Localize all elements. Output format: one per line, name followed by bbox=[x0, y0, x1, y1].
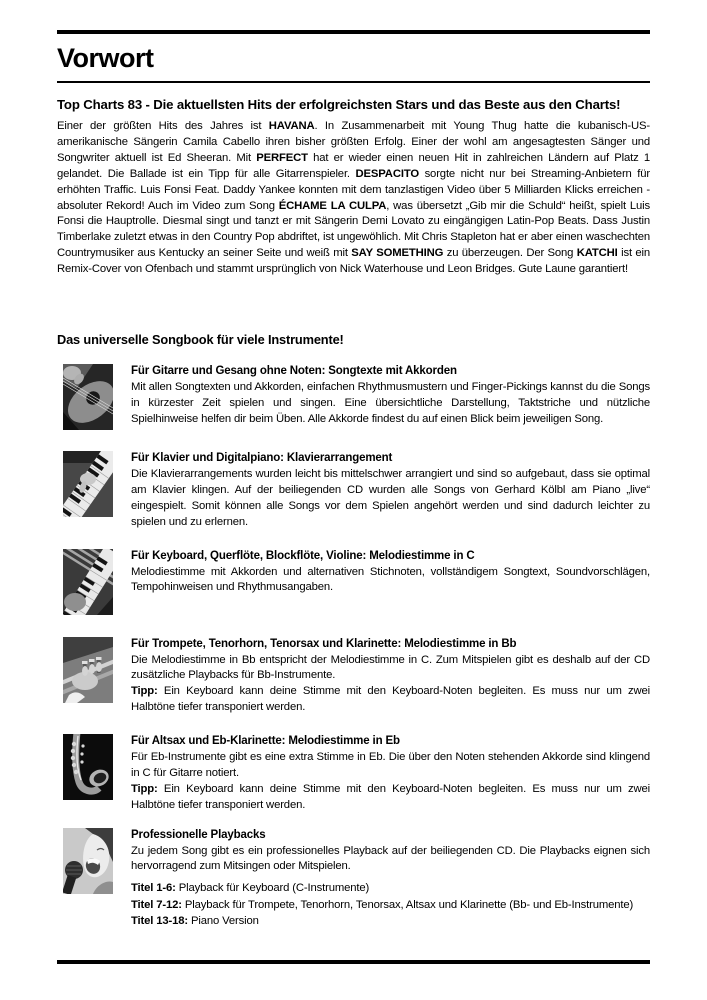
section-heading: Für Gitarre und Gesang ohne Noten: Songtexte mit Akkorden bbox=[131, 365, 457, 378]
text-run: ist ein Remix-Cover von Ofenbach und stammt ursprünglich von Nick Waterhouse und Leon Bridges. Gute Laune garantiert! bbox=[57, 247, 650, 276]
songbook-heading: Das universelle Songbook für viele Instrumente! bbox=[57, 332, 344, 348]
text-run: Zu jedem Song gibt es ein professionelles Playback auf der beiliegenden CD. Die Playbacks eignen sich hervorragend zum Mitsingen oder Mitspielen. bbox=[131, 844, 650, 873]
guitar-photo bbox=[63, 364, 113, 430]
section-body bbox=[131, 750, 650, 814]
track-range-line: Titel 13-18: Piano Version bbox=[131, 914, 259, 927]
saxophone-photo bbox=[63, 734, 113, 800]
section-text bbox=[131, 451, 650, 531]
instrument-section bbox=[57, 364, 650, 430]
section-paragraph bbox=[131, 844, 650, 876]
section-text bbox=[131, 364, 650, 428]
section-photo-frame bbox=[63, 549, 113, 615]
bold-text-run: Tipp: bbox=[131, 782, 158, 795]
track-range-label: Titel 1-6: bbox=[131, 882, 176, 895]
text-run: Die Melodiestimme in Bb entspricht der Melodiestimme in C. Zum Mitspielen gibt es deshalb auf der CD zusätzliche Playbacks für Bb-Instrumente. bbox=[131, 653, 650, 682]
trumpet-photo bbox=[63, 637, 113, 703]
text-run: Melodiestimme mit Akkorden und alternativen Stichnoten, vollständigem Songtext, Soundvorschlägen, Tempohinweisen und Rhythmusangaben. bbox=[131, 565, 650, 594]
bold-text-run: KATCHI bbox=[576, 247, 618, 260]
text-run: Einer der größten Hits des Jahres ist bbox=[57, 120, 269, 132]
bold-text-run: HAVANA bbox=[268, 120, 315, 132]
section-text bbox=[131, 549, 650, 597]
text-run: , was übersetzt „Gib mir die Schuld“ heißt, spielt Luis Fonsi die Hauptrolle. Diesmal singt und tanzt er mit Sängerin Demi Lovato zu eingängigen Latin-Pop Beats. Dass Justin Timberlake zuletzt etwas in den Country Pop abdriftet, ist ungewöhlich. Mit Chris Stapleton hat er aber einen waschechten Countrymusiker aus Kentucky an seiner Seite und weiß mit bbox=[57, 199, 650, 260]
section-photo-frame bbox=[63, 828, 113, 894]
instrument-section bbox=[57, 549, 650, 615]
track-range-label: Titel 13-18: bbox=[131, 914, 189, 927]
section-paragraph bbox=[131, 782, 650, 814]
text-run: Ein Keyboard kann deine Stimme mit den Keyboard-Noten begleiten. Es muss nur um zwei Halbtöne tiefer transponiert werden. bbox=[131, 685, 650, 714]
intro-heading: Top Charts 83 - Die aktuellsten Hits der erfolgreichsten Stars und das Beste aus den Charts! bbox=[57, 97, 621, 112]
text-run: zu überzeugen. Der Song bbox=[443, 247, 577, 260]
section-heading: Für Trompete, Tenorhorn, Tenorsax und Klarinette: Melodiestimme in Bb bbox=[131, 637, 517, 650]
section-photo-frame bbox=[63, 734, 113, 800]
instrument-section bbox=[57, 637, 650, 717]
track-range-line: Titel 7-12: Playback für Trompete, Tenorhorn, Tenorsax, Altsax und Klarinette (Bb- und Eb-Instrumente) bbox=[131, 898, 634, 911]
section-paragraph bbox=[131, 467, 650, 531]
keyboard-photo bbox=[63, 549, 113, 615]
instrument-section bbox=[57, 734, 650, 814]
section-heading: Für Keyboard, Querflöte, Blockflöte, Violine: Melodiestimme in C bbox=[131, 549, 475, 562]
section-photo-frame bbox=[63, 451, 113, 517]
text-run: Ein Keyboard kann deine Stimme mit den Keyboard-Noten begleiten. Es muss nur um zwei Halbtöne tiefer transponiert werden. bbox=[131, 782, 650, 811]
track-range-label: Titel 7-12: bbox=[131, 898, 182, 911]
section-paragraph bbox=[131, 653, 650, 685]
text-run: . In Zusammenarbeit mit Young Thug hatte die kubanisch-US-amerikanische Sängerin Camila Cabello ihren bisher größten Erfolg. Einer der wohl am angesagtesten Sänger und Songwriter aktuell ist Ed Sheeran. Mit bbox=[57, 120, 651, 164]
bold-text-run: SAY SOMETHING bbox=[351, 247, 444, 260]
section-paragraph bbox=[131, 750, 650, 782]
section-body bbox=[131, 380, 650, 428]
text-run: Mit allen Songtexten und Akkorden, einfachen Rhythmusmustern und Finger-Pickings kannst du die Songs in kürzester Zeit spielen und singen. Eine übersichtliche Darstellung, Taktstriche und nützliche Spielhinweise helfen dir beim Üben. Alle Akkorde findest du auf einen Blick beim jeweiligen Song. bbox=[131, 380, 650, 425]
section-body bbox=[131, 467, 650, 531]
page-title: Vorwort bbox=[57, 43, 154, 73]
bold-text-run: ÉCHAME LA CULPA bbox=[278, 199, 387, 212]
bottom-rule bbox=[57, 960, 650, 964]
instrument-section bbox=[57, 828, 650, 929]
section-text bbox=[131, 828, 650, 929]
piano-photo bbox=[63, 451, 113, 517]
text-run: Die Klavierarrangements wurden leicht bis mittelschwer arrangiert und sind so aufgebaut, dass sie optimal am Klavier klingen. Auf der beiliegenden CD wurden alle Songs von Gerhard Kölbl am Piano „live“ eingespielt. Somit können alle Songs vor dem Spielen angehört werden und sind dadurch leichter zu spielen und zu erlernen. bbox=[131, 467, 650, 528]
section-photo-frame bbox=[63, 364, 113, 430]
singer-photo bbox=[63, 828, 113, 894]
playback-track-list bbox=[131, 880, 650, 929]
bold-text-run: PERFECT bbox=[256, 151, 308, 164]
top-rule bbox=[57, 30, 650, 34]
section-paragraph bbox=[131, 565, 650, 597]
section-body bbox=[131, 565, 650, 597]
text-run: sorgte nicht nur bei Streaming-Anbietern für erhöhten Traffic. Luis Fonsi Feat. Daddy Yankee konnten mit dem tanzlastigen Video über 5 Milliarden Klicks erreichen - absoluter Rekord! Auch im Video zum Song bbox=[57, 167, 650, 212]
text-run: hat er wieder einen neuen Hit in zahlreichen Ländern auf Platz 1 gelandet. Die Ballade ist ein Tipp für alle Gitarrenspieler. bbox=[57, 151, 650, 180]
track-range-line: Titel 1-6: Playback für Keyboard (C-Instrumente) bbox=[131, 882, 370, 895]
section-body bbox=[131, 653, 650, 717]
section-heading: Für Altsax und Eb-Klarinette: Melodiestimme in Eb bbox=[131, 735, 400, 748]
intro-paragraph bbox=[57, 119, 650, 278]
section-paragraph bbox=[131, 380, 650, 428]
title-underline-rule bbox=[57, 81, 650, 83]
bold-text-run: DESPACITO bbox=[355, 167, 419, 180]
section-paragraph bbox=[131, 684, 650, 716]
instrument-sections bbox=[57, 364, 650, 929]
section-photo-frame bbox=[63, 637, 113, 703]
section-text bbox=[131, 637, 650, 717]
section-heading: Für Klavier und Digitalpiano: Klavierarrangement bbox=[131, 452, 393, 465]
section-text bbox=[131, 734, 650, 814]
section-heading: Professionelle Playbacks bbox=[131, 828, 266, 841]
bold-text-run: Tipp: bbox=[131, 685, 158, 698]
section-body bbox=[131, 844, 650, 929]
text-run: Für Eb-Instrumente gibt es eine extra Stimme in Eb. Die über den Noten stehenden Akkorde sind klingend in C für Gitarre notiert. bbox=[131, 751, 650, 779]
instrument-section bbox=[57, 451, 650, 531]
